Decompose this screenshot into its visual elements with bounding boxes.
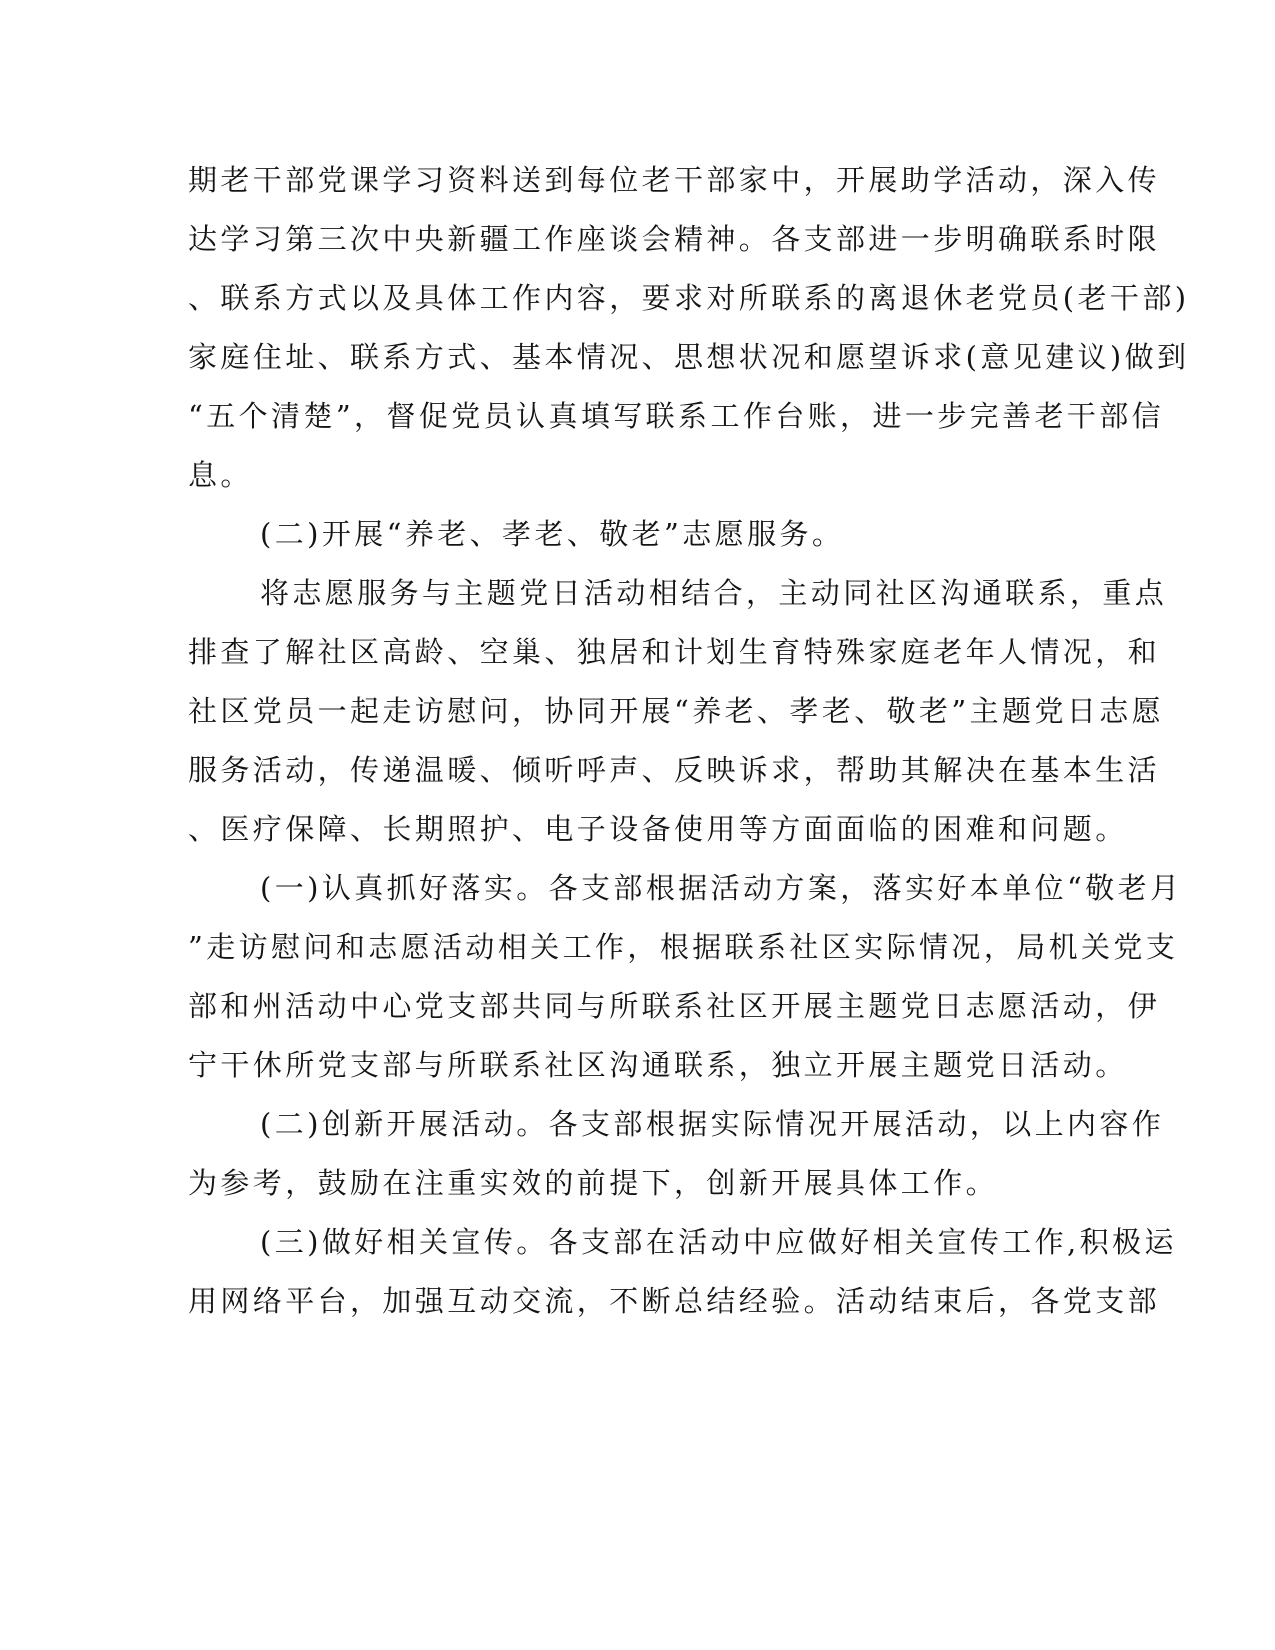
text-line: 、联系方式以及具体工作内容，要求对所联系的离退休老党员(老干部) <box>188 281 1190 315</box>
text-line: ”走访慰问和志愿活动相关工作，根据联系社区实际情况，局机关党支 <box>188 930 1179 964</box>
section-heading: (二)开展“养老、孝老、敬老”志愿服务。 <box>260 517 845 551</box>
text-line: 期老干部党课学习资料送到每位老干部家中，开展助学活动，深入传 <box>188 163 1161 197</box>
text-line: 宁干休所党支部与所联系社区沟通联系，独立开展主题党日活动。 <box>188 1048 1128 1082</box>
text-line: (一)认真抓好落实。各支部根据活动方案，落实好本单位“敬老月 <box>260 871 1183 905</box>
text-line: 服务活动，传递温暖、倾听呼声、反映诉求，帮助其解决在基本生活 <box>188 753 1161 787</box>
text-line: 社区党员一起走访慰问，协同开展“养老、孝老、敬老”主题党日志愿 <box>188 694 1165 728</box>
text-line: 排查了解社区高龄、空巢、独居和计划生育特殊家庭老年人情况，和 <box>188 635 1161 669</box>
text-line: 用网络平台，加强互动交流，不断总结经验。活动结束后，各党支部 <box>188 1284 1161 1318</box>
text-line: 为参考，鼓励在注重实效的前提下，创新开展具体工作。 <box>188 1166 999 1200</box>
text-line: 家庭住址、联系方式、基本情况、思想状况和愿望诉求(意见建议)做到 <box>188 340 1190 374</box>
text-line: “五个清楚”，督促党员认真填写联系工作台账，进一步完善老干部信 <box>188 399 1165 433</box>
text-line: 达学习第三次中央新疆工作座谈会精神。各支部进一步明确联系时限 <box>188 222 1161 256</box>
text-line: 将志愿服务与主题党日活动相结合，主动同社区沟通联系，重点 <box>260 576 1168 610</box>
text-line: 、医疗保障、长期照护、电子设备使用等方面面临的困难和问题。 <box>188 812 1128 846</box>
text-line: (三)做好相关宣传。各支部在活动中应做好相关宣传工作,积极运 <box>260 1225 1177 1259</box>
text-line: 息。 <box>188 458 253 492</box>
text-line: (二)创新开展活动。各支部根据实际情况开展活动，以上内容作 <box>260 1107 1165 1141</box>
text-line: 部和州活动中心党支部共同与所联系社区开展主题党日志愿活动，伊 <box>188 989 1161 1023</box>
